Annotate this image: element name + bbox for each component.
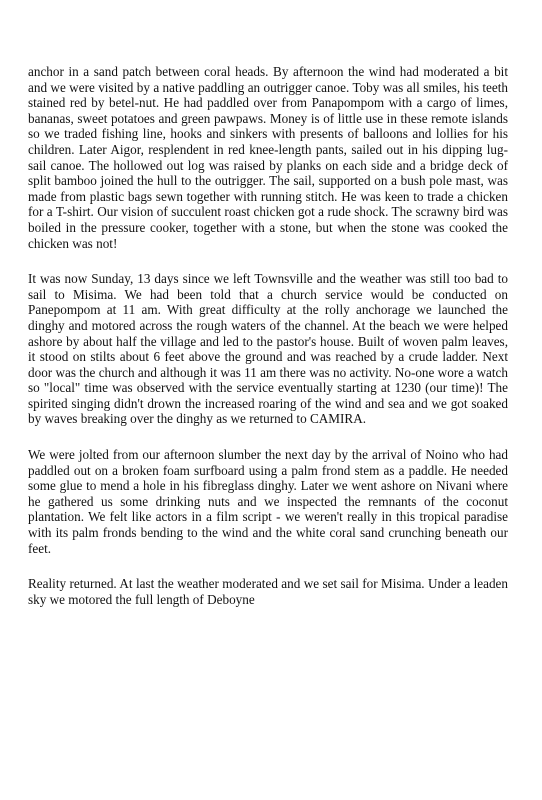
paragraph-1: anchor in a sand patch between coral heads. By afternoon the wind had moderated a bit and we were visited by a native paddling an outrigger canoe. Toby was all smiles, his teeth stained red by betel-nut. He had paddled over from Panapompom with a cargo of limes, bananas, sweet potatoes and green pawpaws. Money is of little use in these remote islands so we traded fishing line, hooks and sinkers with presents of balloons and lollies for his children. Later Aigor, resplendent in red knee-length pants, sailed out in his dipping lug-sail canoe. The hollowed out log was raised by planks on each side and a bridge deck of split bamboo joined the hull to the outrigger. The sail, supported on a bush pole mast, was made from plastic bags sewn together with running stitch. He was keen to trade a chicken for a T-shirt. Our vision of succulent roast chicken got a rude shock. The scrawny bird was boiled in the pressure cooker, together with a stone, but when the stone was cooked the chicken was not!	[28, 64, 508, 251]
paragraph-3: We were jolted from our afternoon slumber the next day by the arrival of Noino who had paddled out on a broken foam surfboard using a palm frond stem as a paddle. He needed some glue to mend a hole in his fibreglass dinghy. Later we went ashore on Nivani where he gathered us some drinking nuts and we inspected the remnants of the coconut plantation. We felt like actors in a film script - we weren't really in this tropical paradise with its palm fronds bending to the wind and the white coral sand crunching beneath our feet.	[28, 447, 508, 556]
paragraph-2: It was now Sunday, 13 days since we left Townsville and the weather was still too bad to sail to Misima. We had been told that a church service would be conducted on Panepompom at 11 am. With great difficulty at the rolly anchorage we launched the dinghy and motored across the rough waters of the channel. At the beach we were helped ashore by about half the village and led to the pastor's house. Built of woven palm leaves, it stood on stilts about 6 feet above the ground and was reached by a crude ladder. Next door was the church and although it was 11 am there was no activity. No-one wore a watch so "local" time was observed with the service eventually starting at 1230 (our time)! The spirited singing didn't drown the increased roaring of the wind and sea and we got soaked by waves breaking over the dinghy as we returned to CAMIRA.	[28, 271, 508, 427]
document-page	[28, 64, 508, 607]
paragraph-4: Reality returned. At last the weather moderated and we set sail for Misima. Under a leaden sky we motored the full length of Deboyne	[28, 576, 508, 607]
